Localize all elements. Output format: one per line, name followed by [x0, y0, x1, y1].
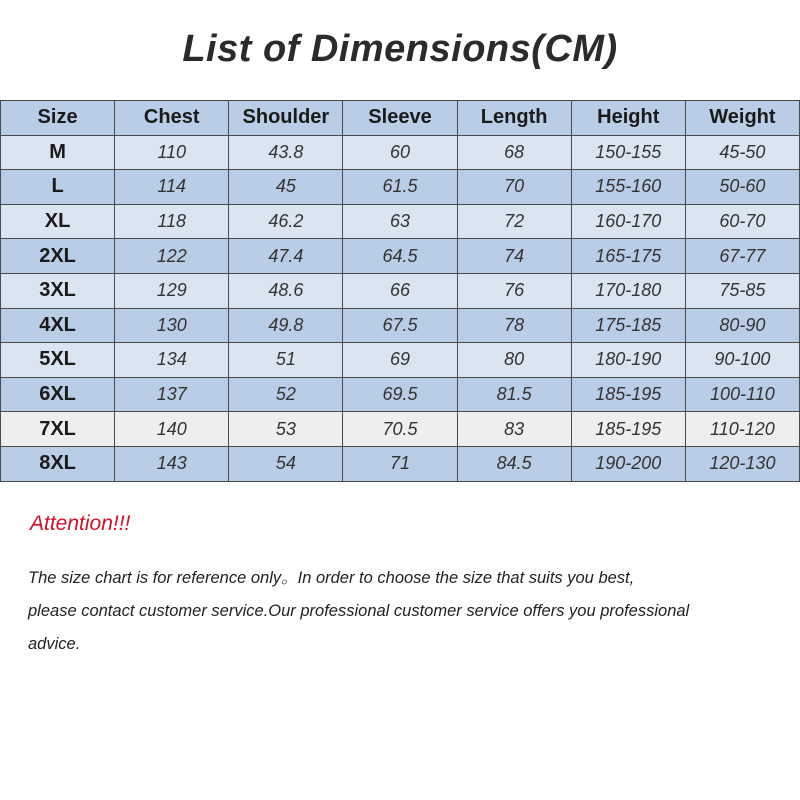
cell-height: 185-195: [571, 377, 685, 412]
note-line-2: please contact customer service.Our professional customer service offers you professional: [28, 602, 690, 620]
cell-length: 68: [457, 135, 571, 170]
cell-size: 6XL: [1, 377, 115, 412]
header-shoulder: Shoulder: [229, 101, 343, 136]
cell-sleeve: 70.5: [343, 412, 457, 447]
cell-chest: 110: [115, 135, 229, 170]
header-size: Size: [1, 101, 115, 136]
cell-size: 5XL: [1, 343, 115, 378]
header-weight: Weight: [685, 101, 799, 136]
table-row: [1, 170, 800, 205]
cell-shoulder: 51: [229, 343, 343, 378]
cell-weight: 60-70: [685, 204, 799, 239]
cell-size: 2XL: [1, 239, 115, 274]
cell-sleeve: 61.5: [343, 170, 457, 205]
cell-shoulder: 53: [229, 412, 343, 447]
cell-weight: 120-130: [685, 446, 799, 481]
cell-weight: 100-110: [685, 377, 799, 412]
cell-height: 165-175: [571, 239, 685, 274]
attention-heading: Attention!!!: [30, 512, 131, 535]
cell-size: L: [1, 170, 115, 205]
cell-height: 175-185: [571, 308, 685, 343]
cell-shoulder: 43.8: [229, 135, 343, 170]
cell-sleeve: 64.5: [343, 239, 457, 274]
table-row: [1, 412, 800, 447]
cell-shoulder: 49.8: [229, 308, 343, 343]
cell-sleeve: 60: [343, 135, 457, 170]
header-length: Length: [457, 101, 571, 136]
cell-size: 3XL: [1, 273, 115, 308]
cell-length: 70: [457, 170, 571, 205]
cell-weight: 50-60: [685, 170, 799, 205]
size-chart-table: [0, 100, 800, 482]
cell-length: 84.5: [457, 446, 571, 481]
cell-shoulder: 48.6: [229, 273, 343, 308]
note-line-1: The size chart is for reference only。In order to choose the size that suits you best,: [28, 569, 635, 587]
cell-size: 4XL: [1, 308, 115, 343]
cell-height: 185-195: [571, 412, 685, 447]
cell-sleeve: 67.5: [343, 308, 457, 343]
cell-size: XL: [1, 204, 115, 239]
cell-shoulder: 47.4: [229, 239, 343, 274]
cell-chest: 122: [115, 239, 229, 274]
table-row: [1, 343, 800, 378]
cell-length: 83: [457, 412, 571, 447]
cell-chest: 130: [115, 308, 229, 343]
cell-shoulder: 54: [229, 446, 343, 481]
cell-size: 7XL: [1, 412, 115, 447]
cell-weight: 90-100: [685, 343, 799, 378]
note-line-3: advice.: [28, 635, 81, 653]
table-row: [1, 273, 800, 308]
table-row: [1, 377, 800, 412]
cell-chest: 143: [115, 446, 229, 481]
cell-shoulder: 45: [229, 170, 343, 205]
cell-chest: 137: [115, 377, 229, 412]
table-row: [1, 446, 800, 481]
table-row: [1, 308, 800, 343]
table-row: [1, 239, 800, 274]
header-chest: Chest: [115, 101, 229, 136]
cell-weight: 75-85: [685, 273, 799, 308]
cell-height: 155-160: [571, 170, 685, 205]
cell-height: 190-200: [571, 446, 685, 481]
cell-chest: 134: [115, 343, 229, 378]
cell-sleeve: 71: [343, 446, 457, 481]
cell-length: 80: [457, 343, 571, 378]
header-sleeve: Sleeve: [343, 101, 457, 136]
cell-sleeve: 66: [343, 273, 457, 308]
cell-length: 74: [457, 239, 571, 274]
header-height: Height: [571, 101, 685, 136]
table-header-row: [1, 101, 800, 136]
table-row: [1, 204, 800, 239]
cell-sleeve: 63: [343, 204, 457, 239]
cell-weight: 67-77: [685, 239, 799, 274]
cell-shoulder: 46.2: [229, 204, 343, 239]
page-title: List of Dimensions(CM): [182, 28, 618, 70]
cell-weight: 80-90: [685, 308, 799, 343]
cell-sleeve: 69: [343, 343, 457, 378]
cell-length: 72: [457, 204, 571, 239]
cell-weight: 45-50: [685, 135, 799, 170]
cell-chest: 129: [115, 273, 229, 308]
cell-sleeve: 69.5: [343, 377, 457, 412]
cell-chest: 140: [115, 412, 229, 447]
reference-note: [28, 562, 788, 661]
cell-chest: 114: [115, 170, 229, 205]
cell-size: M: [1, 135, 115, 170]
table-row: [1, 135, 800, 170]
cell-shoulder: 52: [229, 377, 343, 412]
cell-height: 150-155: [571, 135, 685, 170]
cell-height: 160-170: [571, 204, 685, 239]
cell-height: 170-180: [571, 273, 685, 308]
cell-length: 78: [457, 308, 571, 343]
cell-length: 76: [457, 273, 571, 308]
cell-chest: 118: [115, 204, 229, 239]
cell-height: 180-190: [571, 343, 685, 378]
cell-size: 8XL: [1, 446, 115, 481]
cell-length: 81.5: [457, 377, 571, 412]
cell-weight: 110-120: [685, 412, 799, 447]
